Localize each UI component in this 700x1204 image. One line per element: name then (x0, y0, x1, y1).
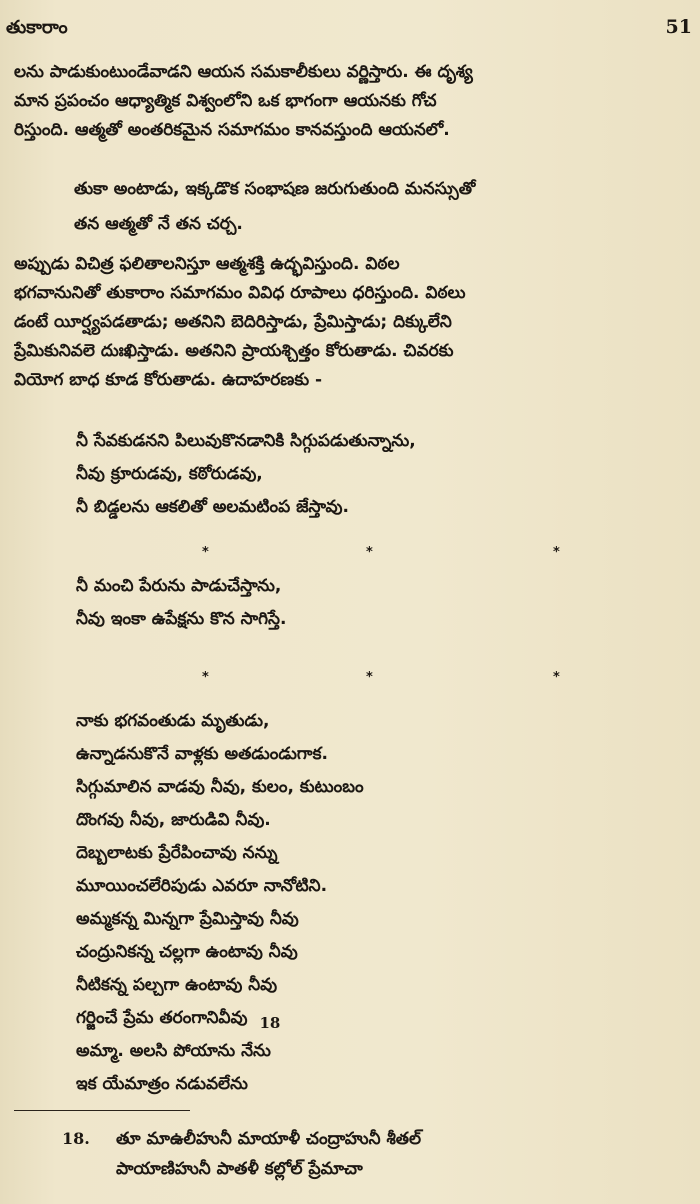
running-head: తుకారాం (6, 17, 68, 38)
verse-line: నీవు క్రూరుడవు, కఠోరుడవు, (76, 464, 263, 484)
verse-line: ఇక యేమాత్రం నడువలేను (76, 1074, 248, 1094)
verse-line: నీ బిడ్డలను ఆకలితో అలమటింప జేస్తావు. (76, 497, 349, 517)
paragraph-line: వియోగ బాధ కూడ కోరుతాడు. ఉదాహరణకు - (14, 370, 323, 390)
verse-line: ఉన్నాడనుకొనే వాళ్లకు అతడుండుగాక. (76, 744, 328, 764)
block-quote (74, 172, 690, 242)
verse-stanza-2 (76, 570, 680, 636)
quote-line: తన ఆత్మతో నే తన చర్చ. (74, 214, 243, 234)
separator-star: * (366, 670, 373, 685)
verse-line: సిగ్గుమాలిన వాడవు నీవు, కులం, కుటుంబం (76, 777, 364, 797)
paragraph-1 (14, 58, 690, 145)
separator-star: * (553, 545, 560, 560)
paragraph-line: డంటే యీర్ష్యపడతాడు; అతనిని బెదిరిస్తాడు, ప్రేమిస్తాడు; దిక్కులేని (14, 312, 452, 332)
verse-line: నీ మంచి పేరును పాడుచేస్తాను, (76, 576, 282, 596)
section-separator (0, 670, 700, 690)
separator-star: * (202, 545, 209, 560)
quote-line: తుకా అంటాడు, ఇక్కడొక సంభాషణ జరుగుతుంది మనస్సుతో (74, 179, 476, 199)
paragraph-line: భగవానునితో తుకారాం సమాగమం వివిధ రూపాలు ధరిస్తుంది. విఠలు (14, 283, 466, 303)
verse-line: చంద్రునికన్న చల్లగా ఉంటావు నీవు (76, 942, 298, 962)
footnote-line: పాయాణిహునీ పాతళీ కల్లోల్ ప్రేమాచా (116, 1159, 363, 1179)
verse-stanza-1 (76, 425, 680, 524)
page-number: 51 (665, 16, 692, 38)
verse-line: నాకు భగవంతుడు మృతుడు, (76, 711, 270, 731)
verse-line: మూయించలేరిపుడు ఎవరూ నానోటిని. (76, 876, 328, 896)
footnote-text: తూ మాఉలీహునీ మాయాళీ చంద్రాహునీ శీతల్ (116, 1129, 422, 1149)
page-header (6, 16, 692, 48)
verse-line-text: గర్జించే ప్రేమ తరంగానివీవు (76, 1008, 248, 1028)
paragraph-line: అప్పుడు విచిత్ర ఫలితాలనిస్తూ ఆత్మశక్తి ఉద్భవిస్తుంది. విఠల (14, 254, 400, 274)
verse-stanza-3 (76, 705, 680, 1101)
section-separator (0, 545, 700, 565)
footnote-reference: 18 (259, 1014, 281, 1032)
footnote-line (62, 1124, 680, 1154)
paragraph-2 (14, 250, 690, 395)
paragraph-line: లను పాడుకుంటుండేవాడని ఆయన సమకాలీకులు వర్ణిస్తారు. ఈ దృశ్య (14, 62, 473, 82)
paragraph-line: మాన ప్రపంచం ఆధ్యాత్మిక విశ్వంలోని ఒక భాగంగా ఆయనకు గోచ (14, 91, 437, 111)
verse-line: అమ్మా. అలసి పోయాను నేను (76, 1041, 271, 1061)
footnote (62, 1124, 680, 1184)
footnote-divider (14, 1110, 190, 1111)
verse-line: దెబ్బలాటకు ప్రేరేపించావు నన్ను (76, 843, 278, 863)
verse-line: నీవు ఇంకా ఉపేక్షను కొన సాగిస్తే. (76, 609, 287, 629)
paragraph-line: ప్రేమికునివలె దుఃఖిస్తాడు. అతనిని ప్రాయశ్చిత్తం కోరుతాడు. చివరకు (14, 341, 454, 361)
verse-line: దొంగవు నీవు, జారుడివి నీవు. (76, 810, 271, 830)
verse-line (76, 1002, 680, 1035)
verse-line: నీటికన్న పల్చగా ఉంటావు నీవు (76, 975, 278, 995)
separator-star: * (202, 670, 209, 685)
verse-line: అమ్మకన్న మిన్నగా ప్రేమిస్తావు నీవు (76, 909, 299, 929)
footnote-number: 18. (62, 1129, 90, 1148)
verse-line: నీ సేవకుడనని పిలువుకొనడానికి సిగ్గుపడుతున్నాను, (76, 431, 416, 451)
separator-star: * (553, 670, 560, 685)
paragraph-line: రిస్తుంది. ఆత్మతో అంతరికమైన సమాగమం కానవస్తుంది ఆయనలో. (14, 120, 450, 140)
separator-star: * (366, 545, 373, 560)
